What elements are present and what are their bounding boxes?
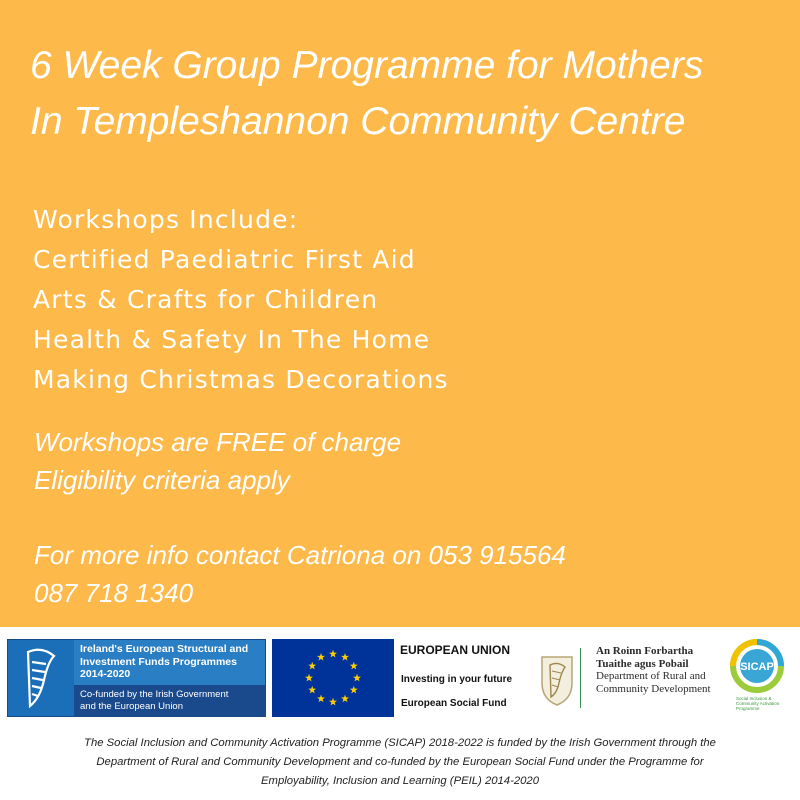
contact-info (34, 536, 566, 612)
sicap-subtitle: Social Inclusion & Community Activation Programme (736, 696, 780, 711)
funding-line: Department of Rural and Community Development and co-funded by the European Social Fund under the Programme for (96, 756, 704, 768)
esif-title-line: Ireland's European Structural and (80, 643, 249, 655)
dept-rural-community-logo (596, 645, 711, 695)
esif-cofund-line: Co-funded by the Irish Government (80, 689, 229, 700)
free-of-charge-note (34, 423, 401, 499)
eu-star (305, 674, 313, 682)
eu-star (308, 686, 316, 694)
eu-star (353, 674, 361, 682)
workshop-item: Making Christmas Decorations (33, 365, 449, 394)
eu-star (317, 695, 325, 703)
title-line-2: In Templeshannon Community Centre (30, 100, 686, 143)
esif-cofund (74, 685, 265, 716)
funding-line: The Social Inclusion and Community Activation Programme (SICAP) 2018-2022 is funded by the Irish Government through the (84, 737, 716, 749)
eu-star (329, 698, 337, 706)
workshops-heading: Workshops Include: (33, 205, 299, 234)
harp-icon (8, 640, 74, 716)
sicap-label: SICAP (740, 661, 774, 673)
dept-english-line: Community Development (596, 682, 711, 695)
eu-title: EUROPEAN UNION (400, 643, 511, 657)
dept-irish-line: An Roinn Forbartha (596, 645, 694, 657)
eu-star (317, 653, 325, 661)
eu-esf: European Social Fund (401, 698, 507, 709)
eu-flag-icon (272, 639, 394, 717)
contact-mobile: 087 718 1340 (34, 578, 194, 608)
eu-esf-logo-text (398, 641, 538, 717)
eu-star (308, 662, 316, 670)
eu-star (329, 650, 337, 658)
esif-title (74, 640, 265, 685)
dept-irish-line: Tuaithe agus Pobail (596, 657, 689, 670)
free-line: Workshops are FREE of charge (34, 427, 402, 457)
esif-title-line: Investment Funds Programmes (80, 655, 237, 668)
contact-line: For more info contact Catriona on 053 915564 (34, 540, 566, 570)
eu-star (341, 653, 349, 661)
title-line-1: 6 Week Group Programme for Mothers (30, 44, 704, 87)
eu-star (350, 662, 358, 670)
funding-line: Employability, Inclusion and Learning (PEIL) 2014-2020 (261, 775, 539, 787)
esif-cofund-line: and the European Union (80, 700, 183, 712)
dept-english-line: Department of Rural and (596, 670, 706, 682)
workshop-item: Arts & Crafts for Children (33, 285, 379, 314)
esif-logo (7, 639, 266, 717)
eu-star (341, 695, 349, 703)
workshops-list (33, 200, 449, 400)
funding-statement (0, 734, 800, 791)
workshop-item: Certified Paediatric First Aid (33, 245, 416, 274)
esif-title-line: 2014-2020 (80, 668, 131, 680)
harp-crest-icon (538, 653, 576, 707)
programme-title (30, 38, 790, 150)
eu-star (350, 686, 358, 694)
eu-invest: Investing in your future (401, 674, 513, 685)
workshop-item: Health & Safety In The Home (33, 325, 431, 354)
eligibility-line: Eligibility criteria apply (34, 465, 290, 495)
dept-divider (580, 648, 581, 708)
